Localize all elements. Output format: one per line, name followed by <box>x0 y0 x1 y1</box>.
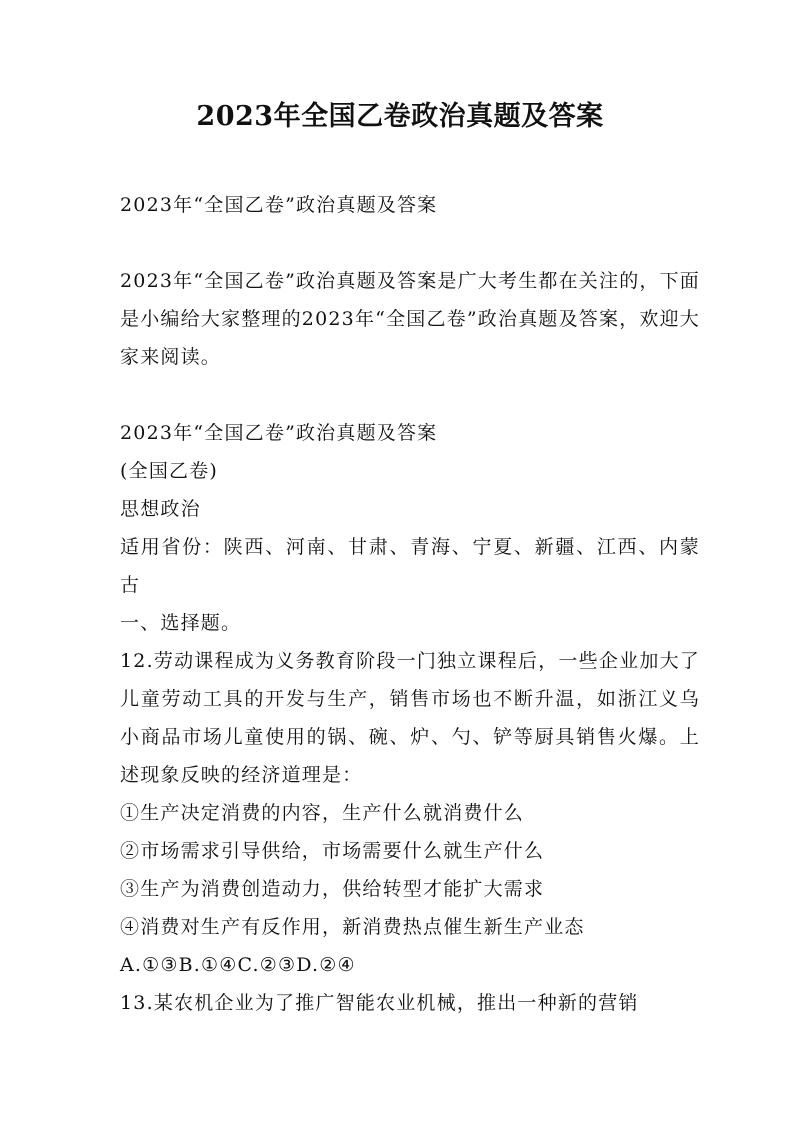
provinces-line: 适用省份：陕西、河南、甘肃、青海、宁夏、新疆、江西、内蒙古 <box>120 536 700 596</box>
question-12-option-2: ②市场需求引导供给，市场需要什么就生产什么 <box>120 840 545 862</box>
question-12-choices: A.①③B.①④C.②③D.②④ <box>120 954 356 976</box>
document-body <box>120 186 700 1022</box>
section-heading: 2023年“全国乙卷”政治真题及答案 <box>120 422 438 444</box>
question-13-stem: 13.某农机企业为了推广智能农业机械，推出一种新的营销 <box>120 992 639 1014</box>
subject-label: 思想政治 <box>120 498 201 520</box>
question-12-option-3: ③生产为消费创造动力，供给转型才能扩大需求 <box>120 878 545 900</box>
part-one-heading: 一、选择题。 <box>120 612 242 634</box>
document-title: 2023年全国乙卷政治真题及答案 <box>196 101 604 132</box>
question-12-stem: 12.劳动课程成为义务教育阶段一门独立课程后，一些企业加大了儿童劳动工具的开发与生产，销售市场也不断升温，如浙江义乌小商品市场儿童使用的锅、碗、炉、勺、铲等厨具销售火爆。上述现象反映的经济道理是： <box>120 650 700 786</box>
blank-line <box>120 224 700 262</box>
question-12-option-4: ④消费对生产有反作用，新消费热点催生新生产业态 <box>120 916 585 938</box>
subtitle: 2023年“全国乙卷”政治真题及答案 <box>120 194 438 216</box>
intro-paragraph: 2023年“全国乙卷”政治真题及答案是广大考生都在关注的，下面是小编给大家整理的2023年“全国乙卷”政治真题及答案，欢迎大家来阅读。 <box>120 270 700 368</box>
paper-type: (全国乙卷) <box>120 460 219 482</box>
question-12-option-1: ①生产决定消费的内容，生产什么就消费什么 <box>120 802 525 824</box>
blank-line <box>120 376 700 414</box>
